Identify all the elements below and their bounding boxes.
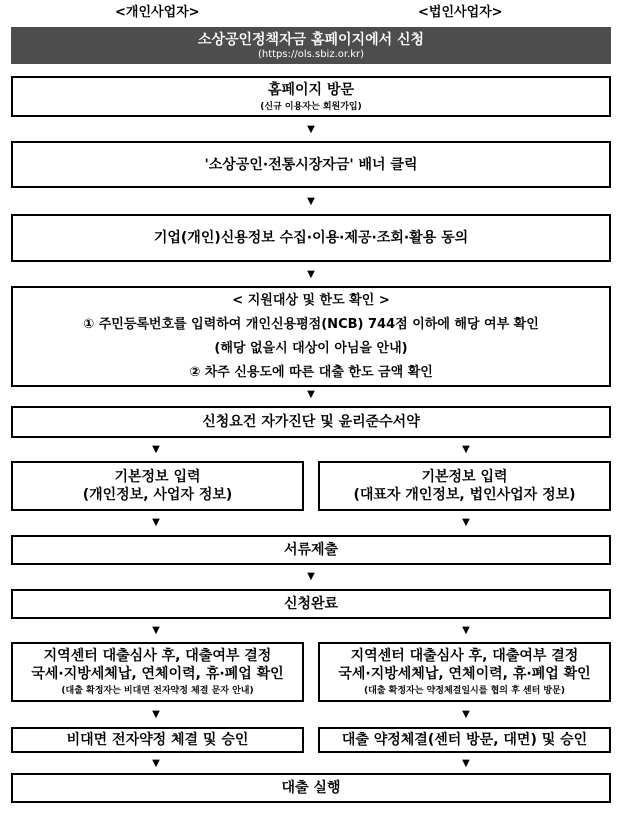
- eligibility-heading: < 지원대상 및 한도 확인 >: [232, 292, 390, 308]
- arrow-down-icon: ▼: [307, 124, 315, 135]
- arrow-down-icon: ▼: [307, 571, 315, 582]
- contract-corporate-text: 대출 약정체결(센터 방문, 대면) 및 승인: [341, 732, 588, 748]
- step-visit-main: 홈페이지 방문: [267, 81, 355, 98]
- title-box: [11, 27, 611, 64]
- step-basic-info-individual: [11, 461, 304, 511]
- arrow-down-icon: ▼: [152, 758, 160, 769]
- step-review-corporate: [318, 642, 611, 702]
- step-banner-click: [11, 141, 611, 188]
- eligibility-item-1-note: (해당 없을시 대상이 아님을 안내): [214, 340, 408, 356]
- step-visit: [11, 76, 611, 117]
- basic-info-corporate-sub: (대표자 개인정보, 법인사업자 정보): [353, 487, 576, 503]
- review-corporate-note: (대출 확정자는 약정체결일시를 협의 후 센터 방문): [364, 686, 565, 696]
- title-url: (https://ols.sbiz.or.kr): [257, 48, 365, 60]
- label-individual: <개인사업자>: [115, 5, 200, 20]
- arrow-down-icon: ▼: [307, 269, 315, 280]
- arrow-down-icon: ▼: [152, 517, 160, 528]
- step-contract-corporate: [318, 727, 611, 753]
- step-documents-text: 서류제출: [283, 542, 339, 558]
- arrow-down-icon: ▼: [152, 625, 160, 636]
- arrow-down-icon: ▼: [307, 196, 315, 207]
- step-contract-individual: [11, 727, 304, 753]
- step-consent-text: 기업(개인)신용정보 수집·이용·제공·조회·활용 동의: [153, 230, 469, 246]
- step-execution: [11, 773, 611, 803]
- arrow-down-icon: ▼: [152, 444, 160, 455]
- step-consent: [11, 214, 611, 262]
- review-corporate-line-2: 국세·지방세체납, 연체이력, 휴·폐업 확인: [338, 666, 591, 682]
- review-corporate-line-1: 지역센터 대출심사 후, 대출여부 결정: [350, 648, 579, 664]
- review-individual-note: (대출 확정자는 비대면 전자약정 체결 문자 안내): [61, 686, 254, 696]
- title-main: 소상공인정책자금 홈페이지에서 신청: [197, 31, 425, 48]
- step-self-check: [11, 406, 611, 438]
- label-corporate: <법인사업자>: [418, 5, 503, 20]
- basic-info-individual-sub: (개인정보, 사업자 정보): [82, 487, 233, 503]
- review-individual-line-1: 지역센터 대출심사 후, 대출여부 결정: [43, 648, 272, 664]
- arrow-down-icon: ▼: [462, 758, 470, 769]
- basic-info-corporate-main: 기본정보 입력: [421, 469, 508, 485]
- arrow-down-icon: ▼: [462, 517, 470, 528]
- step-eligibility: [11, 286, 611, 387]
- arrow-down-icon: ▼: [462, 444, 470, 455]
- step-banner-text: '소상공인·전통시장자금' 배너 클릭: [204, 156, 418, 173]
- step-documents: [11, 535, 611, 565]
- step-complete: [11, 589, 611, 619]
- step-review-individual: [11, 642, 304, 702]
- review-individual-line-2: 국세·지방세체납, 연체이력, 휴·폐업 확인: [31, 666, 284, 682]
- eligibility-item-1: ① 주민등록번호를 입력하여 개인신용평점(NCB) 744점 이하에 해당 여부 확인: [83, 316, 539, 332]
- step-execution-text: 대출 실행: [281, 780, 341, 796]
- step-complete-text: 신청완료: [283, 596, 339, 612]
- eligibility-item-2: ② 차주 신용도에 따른 대출 한도 금액 확인: [189, 364, 433, 380]
- arrow-down-icon: ▼: [152, 709, 160, 720]
- arrow-down-icon: ▼: [462, 625, 470, 636]
- step-basic-info-corporate: [318, 461, 611, 511]
- basic-info-individual-main: 기본정보 입력: [114, 469, 201, 485]
- step-self-check-text: 신청요건 자가진단 및 윤리준수서약: [202, 414, 420, 430]
- arrow-down-icon: ▼: [462, 709, 470, 720]
- contract-individual-text: 비대면 전자약정 체결 및 승인: [66, 732, 249, 748]
- step-visit-sub: (신규 이용자는 회원가입): [260, 101, 362, 112]
- arrow-down-icon: ▼: [307, 389, 315, 400]
